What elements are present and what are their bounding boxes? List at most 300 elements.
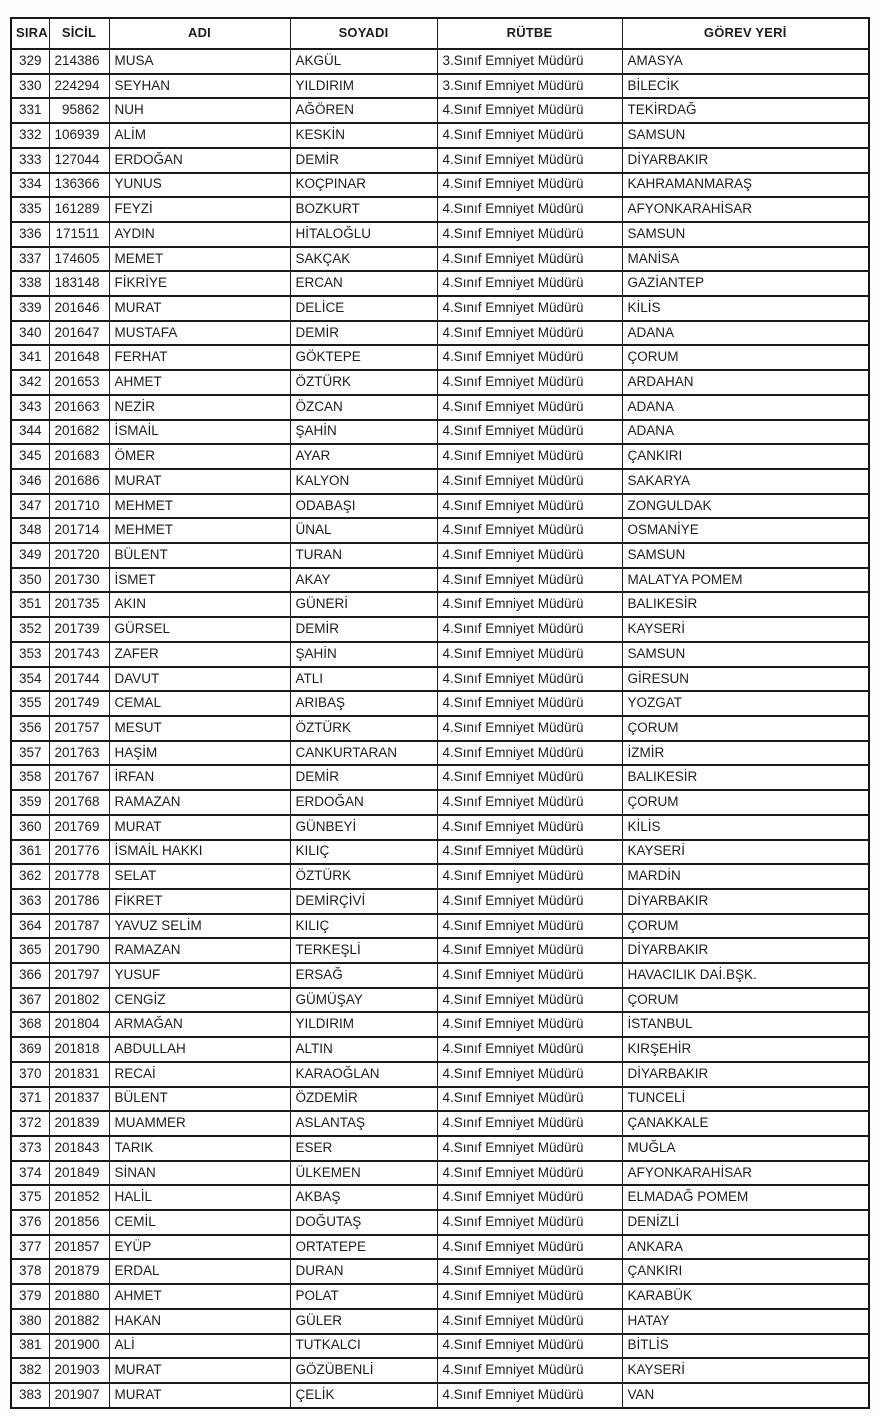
cell-soyadi: ERDOĞAN: [290, 790, 437, 815]
cell-adi: AHMET: [109, 370, 290, 395]
table-body: [11, 49, 869, 1408]
cell-rutbe: 4.Sınıf Emniyet Müdürü: [437, 222, 622, 247]
cell-rutbe: 4.Sınıf Emniyet Müdürü: [437, 1161, 622, 1186]
cell-gorev_yeri: ÇANAKKALE: [622, 1111, 869, 1136]
cell-sira: 382: [11, 1358, 49, 1383]
cell-sira: 362: [11, 864, 49, 889]
cell-soyadi: TUTKALCI: [290, 1334, 437, 1359]
table-row: [11, 271, 869, 296]
cell-gorev_yeri: BALIKESİR: [622, 592, 869, 617]
table-row: [11, 321, 869, 346]
cell-soyadi: SAKÇAK: [290, 247, 437, 272]
cell-adi: HAKAN: [109, 1309, 290, 1334]
cell-soyadi: ALTIN: [290, 1037, 437, 1062]
cell-rutbe: 4.Sınıf Emniyet Müdürü: [437, 988, 622, 1013]
cell-sira: 370: [11, 1062, 49, 1087]
cell-sira: 344: [11, 420, 49, 445]
cell-adi: HALİL: [109, 1185, 290, 1210]
cell-gorev_yeri: BİLECİK: [622, 74, 869, 99]
table-row: [11, 494, 869, 519]
column-header-sira: SIRA: [11, 18, 49, 49]
cell-sicil: 201646: [49, 296, 109, 321]
cell-sira: 364: [11, 914, 49, 939]
cell-adi: FEYZİ: [109, 197, 290, 222]
cell-sira: 349: [11, 543, 49, 568]
cell-soyadi: KARAOĞLAN: [290, 1062, 437, 1087]
cell-sicil: 201837: [49, 1087, 109, 1112]
cell-soyadi: DEMİRÇİVİ: [290, 889, 437, 914]
cell-adi: NEZİR: [109, 395, 290, 420]
cell-rutbe: 4.Sınıf Emniyet Müdürü: [437, 592, 622, 617]
cell-gorev_yeri: MARDİN: [622, 864, 869, 889]
cell-adi: BÜLENT: [109, 1087, 290, 1112]
cell-rutbe: 4.Sınıf Emniyet Müdürü: [437, 840, 622, 865]
cell-rutbe: 4.Sınıf Emniyet Müdürü: [437, 296, 622, 321]
cell-rutbe: 4.Sınıf Emniyet Müdürü: [437, 938, 622, 963]
cell-sicil: 127044: [49, 148, 109, 173]
cell-sira: 368: [11, 1012, 49, 1037]
cell-sicil: 201856: [49, 1210, 109, 1235]
table-row: [11, 222, 869, 247]
cell-adi: TARIK: [109, 1136, 290, 1161]
cell-rutbe: 4.Sınıf Emniyet Müdürü: [437, 1012, 622, 1037]
cell-soyadi: TURAN: [290, 543, 437, 568]
table-row: [11, 1358, 869, 1383]
cell-soyadi: KILIÇ: [290, 840, 437, 865]
cell-soyadi: BOZKURT: [290, 197, 437, 222]
cell-rutbe: 4.Sınıf Emniyet Müdürü: [437, 1259, 622, 1284]
table-row: [11, 815, 869, 840]
table-row: [11, 1136, 869, 1161]
cell-rutbe: 3.Sınıf Emniyet Müdürü: [437, 74, 622, 99]
cell-gorev_yeri: KIRŞEHİR: [622, 1037, 869, 1062]
cell-rutbe: 4.Sınıf Emniyet Müdürü: [437, 395, 622, 420]
table-row: [11, 1111, 869, 1136]
table-row: [11, 345, 869, 370]
cell-rutbe: 4.Sınıf Emniyet Müdürü: [437, 914, 622, 939]
cell-gorev_yeri: AFYONKARAHİSAR: [622, 197, 869, 222]
cell-sira: 366: [11, 963, 49, 988]
cell-gorev_yeri: HAVACILIK DAİ.BŞK.: [622, 963, 869, 988]
cell-adi: YUSUF: [109, 963, 290, 988]
cell-adi: AYDIN: [109, 222, 290, 247]
cell-sicil: 201714: [49, 518, 109, 543]
column-header-sicil: SİCİL: [49, 18, 109, 49]
cell-sicil: 201802: [49, 988, 109, 1013]
cell-sira: 379: [11, 1284, 49, 1309]
table-row: [11, 247, 869, 272]
cell-soyadi: ÖZCAN: [290, 395, 437, 420]
table-row: [11, 469, 869, 494]
cell-gorev_yeri: SAMSUN: [622, 543, 869, 568]
cell-soyadi: DEMİR: [290, 148, 437, 173]
cell-gorev_yeri: KAYSERİ: [622, 1358, 869, 1383]
cell-rutbe: 4.Sınıf Emniyet Müdürü: [437, 642, 622, 667]
cell-soyadi: YILDIRIM: [290, 1012, 437, 1037]
cell-soyadi: HİTALOĞLU: [290, 222, 437, 247]
cell-gorev_yeri: GİRESUN: [622, 667, 869, 692]
cell-rutbe: 4.Sınıf Emniyet Müdürü: [437, 148, 622, 173]
table-row: [11, 642, 869, 667]
cell-soyadi: DELİCE: [290, 296, 437, 321]
table-row: [11, 1309, 869, 1334]
cell-sicil: 201769: [49, 815, 109, 840]
cell-adi: İSMAİL: [109, 420, 290, 445]
cell-rutbe: 4.Sınıf Emniyet Müdürü: [437, 197, 622, 222]
cell-adi: DAVUT: [109, 667, 290, 692]
cell-adi: İSMET: [109, 568, 290, 593]
cell-rutbe: 4.Sınıf Emniyet Müdürü: [437, 1284, 622, 1309]
cell-sicil: 201776: [49, 840, 109, 865]
cell-adi: CEMİL: [109, 1210, 290, 1235]
cell-soyadi: ÖZTÜRK: [290, 370, 437, 395]
cell-gorev_yeri: OSMANİYE: [622, 518, 869, 543]
cell-sira: 341: [11, 345, 49, 370]
cell-adi: ZAFER: [109, 642, 290, 667]
cell-adi: GÜRSEL: [109, 617, 290, 642]
cell-soyadi: ESER: [290, 1136, 437, 1161]
cell-sicil: 201879: [49, 1259, 109, 1284]
cell-rutbe: 4.Sınıf Emniyet Müdürü: [437, 815, 622, 840]
cell-gorev_yeri: DİYARBAKIR: [622, 148, 869, 173]
cell-rutbe: 4.Sınıf Emniyet Müdürü: [437, 1087, 622, 1112]
cell-adi: HAŞİM: [109, 741, 290, 766]
cell-gorev_yeri: BALIKESİR: [622, 765, 869, 790]
cell-gorev_yeri: KAHRAMANMARAŞ: [622, 173, 869, 198]
table-row: [11, 123, 869, 148]
cell-sira: 373: [11, 1136, 49, 1161]
cell-gorev_yeri: ADANA: [622, 321, 869, 346]
cell-adi: EYÜP: [109, 1235, 290, 1260]
table-row: [11, 716, 869, 741]
cell-sira: 351: [11, 592, 49, 617]
cell-sicil: 224294: [49, 74, 109, 99]
cell-rutbe: 4.Sınıf Emniyet Müdürü: [437, 1334, 622, 1359]
cell-soyadi: ODABAŞI: [290, 494, 437, 519]
cell-sira: 372: [11, 1111, 49, 1136]
cell-soyadi: ÖZTÜRK: [290, 716, 437, 741]
cell-rutbe: 4.Sınıf Emniyet Müdürü: [437, 1037, 622, 1062]
cell-gorev_yeri: ADANA: [622, 395, 869, 420]
cell-soyadi: DEMİR: [290, 321, 437, 346]
cell-gorev_yeri: KAYSERİ: [622, 617, 869, 642]
cell-sira: 360: [11, 815, 49, 840]
cell-sicil: 201880: [49, 1284, 109, 1309]
cell-sicil: 201787: [49, 914, 109, 939]
cell-sicil: 201682: [49, 420, 109, 445]
cell-gorev_yeri: MUĞLA: [622, 1136, 869, 1161]
cell-soyadi: KESKİN: [290, 123, 437, 148]
cell-sicil: 161289: [49, 197, 109, 222]
table-row: [11, 765, 869, 790]
cell-sira: 338: [11, 271, 49, 296]
cell-sira: 329: [11, 49, 49, 74]
cell-rutbe: 4.Sınıf Emniyet Müdürü: [437, 691, 622, 716]
cell-gorev_yeri: KARABÜK: [622, 1284, 869, 1309]
cell-adi: ALİ: [109, 1334, 290, 1359]
cell-adi: MURAT: [109, 815, 290, 840]
cell-rutbe: 4.Sınıf Emniyet Müdürü: [437, 790, 622, 815]
cell-gorev_yeri: SAKARYA: [622, 469, 869, 494]
table-row: [11, 444, 869, 469]
table-row: [11, 617, 869, 642]
cell-rutbe: 4.Sınıf Emniyet Müdürü: [437, 1111, 622, 1136]
cell-sicil: 201839: [49, 1111, 109, 1136]
cell-gorev_yeri: MANİSA: [622, 247, 869, 272]
cell-sicil: 183148: [49, 271, 109, 296]
cell-adi: MUSA: [109, 49, 290, 74]
cell-sicil: 201683: [49, 444, 109, 469]
cell-adi: İSMAİL HAKKI: [109, 840, 290, 865]
cell-soyadi: AYAR: [290, 444, 437, 469]
cell-adi: SEYHAN: [109, 74, 290, 99]
cell-gorev_yeri: SAMSUN: [622, 642, 869, 667]
cell-rutbe: 4.Sınıf Emniyet Müdürü: [437, 271, 622, 296]
cell-gorev_yeri: ANKARA: [622, 1235, 869, 1260]
cell-adi: ALİM: [109, 123, 290, 148]
cell-soyadi: DEMİR: [290, 765, 437, 790]
cell-gorev_yeri: HATAY: [622, 1309, 869, 1334]
cell-rutbe: 4.Sınıf Emniyet Müdürü: [437, 716, 622, 741]
cell-rutbe: 4.Sınıf Emniyet Müdürü: [437, 1309, 622, 1334]
cell-rutbe: 4.Sınıf Emniyet Müdürü: [437, 741, 622, 766]
table-row: [11, 988, 869, 1013]
cell-gorev_yeri: GAZİANTEP: [622, 271, 869, 296]
cell-gorev_yeri: ÇANKIRI: [622, 444, 869, 469]
cell-sira: 361: [11, 840, 49, 865]
cell-sicil: 201818: [49, 1037, 109, 1062]
cell-gorev_yeri: TUNCELİ: [622, 1087, 869, 1112]
cell-gorev_yeri: BİTLİS: [622, 1334, 869, 1359]
table-row: [11, 1012, 869, 1037]
table-row: [11, 1259, 869, 1284]
table-row: [11, 667, 869, 692]
cell-rutbe: 4.Sınıf Emniyet Müdürü: [437, 494, 622, 519]
cell-adi: MURAT: [109, 1383, 290, 1408]
cell-sicil: 201730: [49, 568, 109, 593]
cell-gorev_yeri: ZONGULDAK: [622, 494, 869, 519]
cell-sira: 358: [11, 765, 49, 790]
cell-sicil: 201843: [49, 1136, 109, 1161]
table-row: [11, 592, 869, 617]
cell-soyadi: GÜNERİ: [290, 592, 437, 617]
cell-gorev_yeri: KİLİS: [622, 296, 869, 321]
column-header-soyadi: SOYADI: [290, 18, 437, 49]
cell-sicil: 95862: [49, 98, 109, 123]
cell-rutbe: 4.Sınıf Emniyet Müdürü: [437, 469, 622, 494]
cell-gorev_yeri: ÇORUM: [622, 716, 869, 741]
cell-soyadi: KOÇPINAR: [290, 173, 437, 198]
table-row: [11, 173, 869, 198]
cell-soyadi: POLAT: [290, 1284, 437, 1309]
cell-sira: 355: [11, 691, 49, 716]
cell-adi: CEMAL: [109, 691, 290, 716]
cell-sira: 383: [11, 1383, 49, 1408]
cell-sira: 347: [11, 494, 49, 519]
cell-sicil: 201686: [49, 469, 109, 494]
cell-gorev_yeri: ÇORUM: [622, 914, 869, 939]
cell-sicil: 174605: [49, 247, 109, 272]
cell-soyadi: ÇELİK: [290, 1383, 437, 1408]
cell-gorev_yeri: ARDAHAN: [622, 370, 869, 395]
table-row: [11, 938, 869, 963]
cell-sicil: 201857: [49, 1235, 109, 1260]
cell-sicil: 136366: [49, 173, 109, 198]
column-header-rutbe: RÜTBE: [437, 18, 622, 49]
cell-gorev_yeri: VAN: [622, 1383, 869, 1408]
cell-gorev_yeri: KİLİS: [622, 815, 869, 840]
cell-adi: AHMET: [109, 1284, 290, 1309]
cell-rutbe: 4.Sınıf Emniyet Müdürü: [437, 420, 622, 445]
cell-rutbe: 4.Sınıf Emniyet Müdürü: [437, 518, 622, 543]
cell-sicil: 201720: [49, 543, 109, 568]
cell-sira: 365: [11, 938, 49, 963]
cell-rutbe: 4.Sınıf Emniyet Müdürü: [437, 123, 622, 148]
cell-rutbe: 4.Sınıf Emniyet Müdürü: [437, 1358, 622, 1383]
cell-gorev_yeri: ÇANKIRI: [622, 1259, 869, 1284]
cell-soyadi: DOĞUTAŞ: [290, 1210, 437, 1235]
table-row: [11, 98, 869, 123]
cell-sira: 380: [11, 1309, 49, 1334]
table-row: [11, 420, 869, 445]
cell-soyadi: ÜNAL: [290, 518, 437, 543]
cell-sira: 375: [11, 1185, 49, 1210]
cell-sicil: 201907: [49, 1383, 109, 1408]
cell-gorev_yeri: AFYONKARAHİSAR: [622, 1161, 869, 1186]
cell-gorev_yeri: ÇORUM: [622, 988, 869, 1013]
cell-soyadi: ASLANTAŞ: [290, 1111, 437, 1136]
cell-sira: 333: [11, 148, 49, 173]
cell-soyadi: GÜLER: [290, 1309, 437, 1334]
cell-gorev_yeri: YOZGAT: [622, 691, 869, 716]
cell-soyadi: ÖZDEMİR: [290, 1087, 437, 1112]
table-row: [11, 370, 869, 395]
cell-gorev_yeri: İSTANBUL: [622, 1012, 869, 1037]
cell-adi: ARMAĞAN: [109, 1012, 290, 1037]
cell-sira: 339: [11, 296, 49, 321]
table-row: [11, 963, 869, 988]
cell-soyadi: AKGÜL: [290, 49, 437, 74]
cell-sicil: 201744: [49, 667, 109, 692]
cell-soyadi: ŞAHİN: [290, 642, 437, 667]
cell-sira: 337: [11, 247, 49, 272]
cell-adi: İRFAN: [109, 765, 290, 790]
cell-soyadi: AKBAŞ: [290, 1185, 437, 1210]
cell-sicil: 201882: [49, 1309, 109, 1334]
cell-adi: SELAT: [109, 864, 290, 889]
cell-sicil: 201757: [49, 716, 109, 741]
cell-soyadi: ERSAĞ: [290, 963, 437, 988]
cell-rutbe: 4.Sınıf Emniyet Müdürü: [437, 98, 622, 123]
cell-rutbe: 4.Sınıf Emniyet Müdürü: [437, 1235, 622, 1260]
table-row: [11, 741, 869, 766]
cell-rutbe: 4.Sınıf Emniyet Müdürü: [437, 173, 622, 198]
cell-adi: MURAT: [109, 469, 290, 494]
cell-soyadi: ATLI: [290, 667, 437, 692]
cell-sicil: 201831: [49, 1062, 109, 1087]
cell-gorev_yeri: ÇORUM: [622, 790, 869, 815]
cell-sicil: 201900: [49, 1334, 109, 1359]
table-row: [11, 395, 869, 420]
cell-adi: FERHAT: [109, 345, 290, 370]
cell-soyadi: KALYON: [290, 469, 437, 494]
cell-adi: ABDULLAH: [109, 1037, 290, 1062]
cell-sira: 350: [11, 568, 49, 593]
table-row: [11, 1334, 869, 1359]
cell-sira: 354: [11, 667, 49, 692]
table-row: [11, 568, 869, 593]
cell-sira: 377: [11, 1235, 49, 1260]
cell-gorev_yeri: DİYARBAKIR: [622, 938, 869, 963]
cell-sicil: 201749: [49, 691, 109, 716]
cell-adi: MESUT: [109, 716, 290, 741]
cell-sicil: 201767: [49, 765, 109, 790]
table-row: [11, 49, 869, 74]
cell-rutbe: 4.Sınıf Emniyet Müdürü: [437, 765, 622, 790]
table-row: [11, 1185, 869, 1210]
cell-soyadi: ŞAHİN: [290, 420, 437, 445]
cell-adi: MEMET: [109, 247, 290, 272]
cell-adi: MUAMMER: [109, 1111, 290, 1136]
cell-adi: YUNUS: [109, 173, 290, 198]
cell-soyadi: CANKURTARAN: [290, 741, 437, 766]
table-row: [11, 790, 869, 815]
cell-rutbe: 4.Sınıf Emniyet Müdürü: [437, 617, 622, 642]
cell-sira: 331: [11, 98, 49, 123]
cell-sira: 352: [11, 617, 49, 642]
cell-adi: RAMAZAN: [109, 790, 290, 815]
cell-rutbe: 4.Sınıf Emniyet Müdürü: [437, 1383, 622, 1408]
cell-sira: 346: [11, 469, 49, 494]
cell-sicil: 201849: [49, 1161, 109, 1186]
table-row: [11, 296, 869, 321]
table-row: [11, 197, 869, 222]
cell-sira: 330: [11, 74, 49, 99]
cell-sira: 378: [11, 1259, 49, 1284]
cell-sira: 367: [11, 988, 49, 1013]
cell-gorev_yeri: İZMİR: [622, 741, 869, 766]
cell-adi: SİNAN: [109, 1161, 290, 1186]
cell-sicil: 171511: [49, 222, 109, 247]
cell-gorev_yeri: DENİZLİ: [622, 1210, 869, 1235]
cell-adi: BÜLENT: [109, 543, 290, 568]
cell-soyadi: ARIBAŞ: [290, 691, 437, 716]
table-row: [11, 1087, 869, 1112]
table-row: [11, 1235, 869, 1260]
cell-adi: MUSTAFA: [109, 321, 290, 346]
cell-sicil: 201735: [49, 592, 109, 617]
table-row: [11, 543, 869, 568]
cell-sira: 359: [11, 790, 49, 815]
cell-gorev_yeri: MALATYA POMEM: [622, 568, 869, 593]
table-row: [11, 914, 869, 939]
cell-soyadi: GÜMÜŞAY: [290, 988, 437, 1013]
cell-soyadi: KILIÇ: [290, 914, 437, 939]
cell-gorev_yeri: SAMSUN: [622, 222, 869, 247]
cell-sicil: 106939: [49, 123, 109, 148]
cell-gorev_yeri: ÇORUM: [622, 345, 869, 370]
cell-sicil: 201786: [49, 889, 109, 914]
cell-soyadi: ÖZTÜRK: [290, 864, 437, 889]
cell-soyadi: ORTATEPE: [290, 1235, 437, 1260]
cell-soyadi: AKAY: [290, 568, 437, 593]
cell-sicil: 201663: [49, 395, 109, 420]
table-row: [11, 1383, 869, 1408]
cell-rutbe: 4.Sınıf Emniyet Müdürü: [437, 1136, 622, 1161]
table-row: [11, 74, 869, 99]
cell-adi: FİKRİYE: [109, 271, 290, 296]
cell-rutbe: 4.Sınıf Emniyet Müdürü: [437, 963, 622, 988]
